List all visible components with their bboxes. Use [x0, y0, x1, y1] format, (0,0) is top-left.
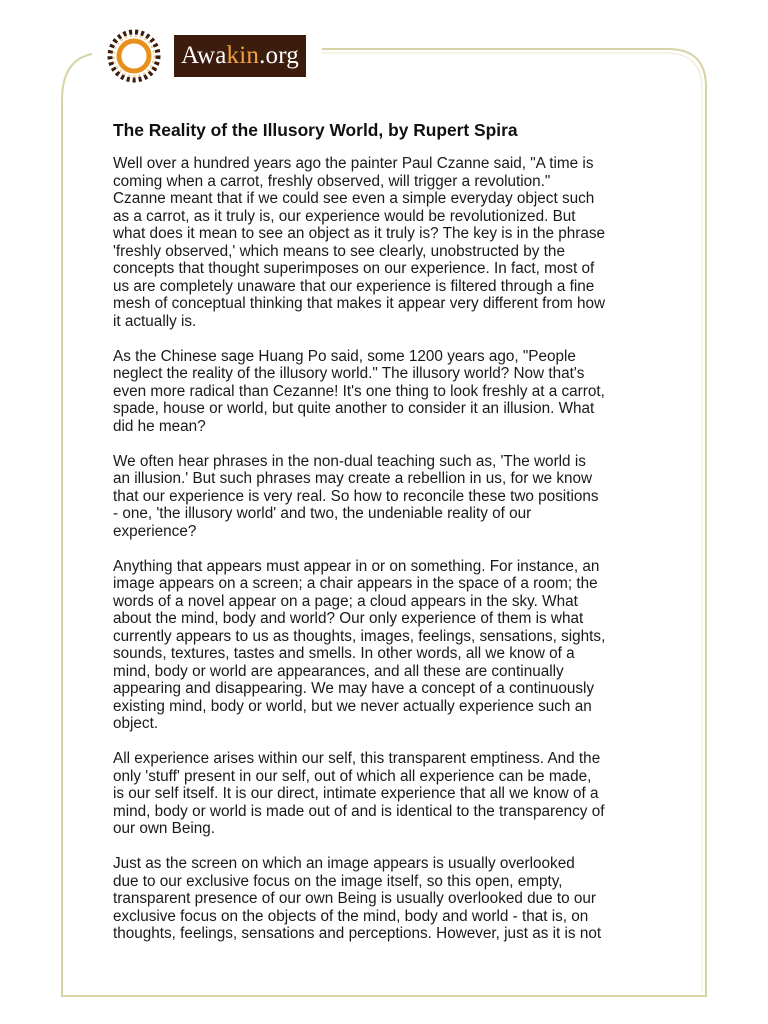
article-paragraph: Just as the screen on which an image appears is usually overlooked due to our exclusive focus on the image itself, so this open, empty, transparent presence of our own Being is usually overlooked due to our exclusive focus on the objects of the mind, body and world - that is, on thoughts, feelings, sensations and perceptions. However, just as it is not: [113, 855, 602, 942]
awakin-ring-icon: [106, 28, 162, 84]
wordmark-suffix: .org: [259, 42, 299, 69]
article-paragraph: All experience arises within our self, this transparent emptiness. And the only 'stuff' present in our self, out of which all experience can be made, is our self itself. It is our direct, intimate experience that all we know of a mind, body or world is made out of and is identical to the transparency of our own Being.: [113, 750, 605, 837]
article-paragraph: Well over a hundred years ago the painter Paul Czanne said, "A time is coming when a carrot, freshly observed, will trigger a revolution." Czanne meant that if we could see even a simple everyday object such as a carrot, as it truly is, our experience would be revolutionized. But what does it mean to see an object as it truly is? The key is in the phrase 'freshly observed,' which means to see clearly, unobstructed by the concepts that thought superimposes on our experience. In fact, most of us are completely unaware that our experience is filtered through a fine mesh of conceptual thinking that makes it appear very different from how it actually is.: [113, 155, 606, 330]
awakin-wordmark: [174, 35, 306, 77]
wordmark-prefix: Awa: [181, 42, 227, 69]
wordmark-accent: kin: [226, 42, 260, 69]
awakin-logo: [106, 24, 306, 88]
article-paragraph: As the Chinese sage Huang Po said, some 1200 years ago, "People neglect the reality of the illusory world." The illusory world? Now that's even more radical than Cezanne! It's one thing to look freshly at a carrot, spade, house or world, but quite another to consider it an illusion. What did he mean?: [113, 347, 605, 435]
article-paragraph: We often hear phrases in the non-dual teaching such as, 'The world is an illusion.' But such phrases may create a rebellion in us, for we know that our experience is very real. So how to reconcile these two positions - one, 'the illusory world' and two, the undeniable reality of our experience?: [113, 452, 599, 540]
article-paragraph: Anything that appears must appear in or on something. For instance, an image appears on a screen; a chair appears in the space of a room; the words of a novel appear on a page; a cloud appears in the sky. What about the mind, body and world? Our only experience of them is what currently appears to us as thoughts, images, feelings, sensations, sights, sounds, textures, tastes and smells. In other words, all we know of a mind, body or world are appearances, and all these are continually appearing and disappearing. We may have a concept of a continuously existing mind, body or world, but we never actually experience such an object.: [113, 557, 606, 732]
article-title: The Reality of the Illusory World, by Rupert Spira: [113, 120, 518, 140]
article: [113, 120, 658, 960]
